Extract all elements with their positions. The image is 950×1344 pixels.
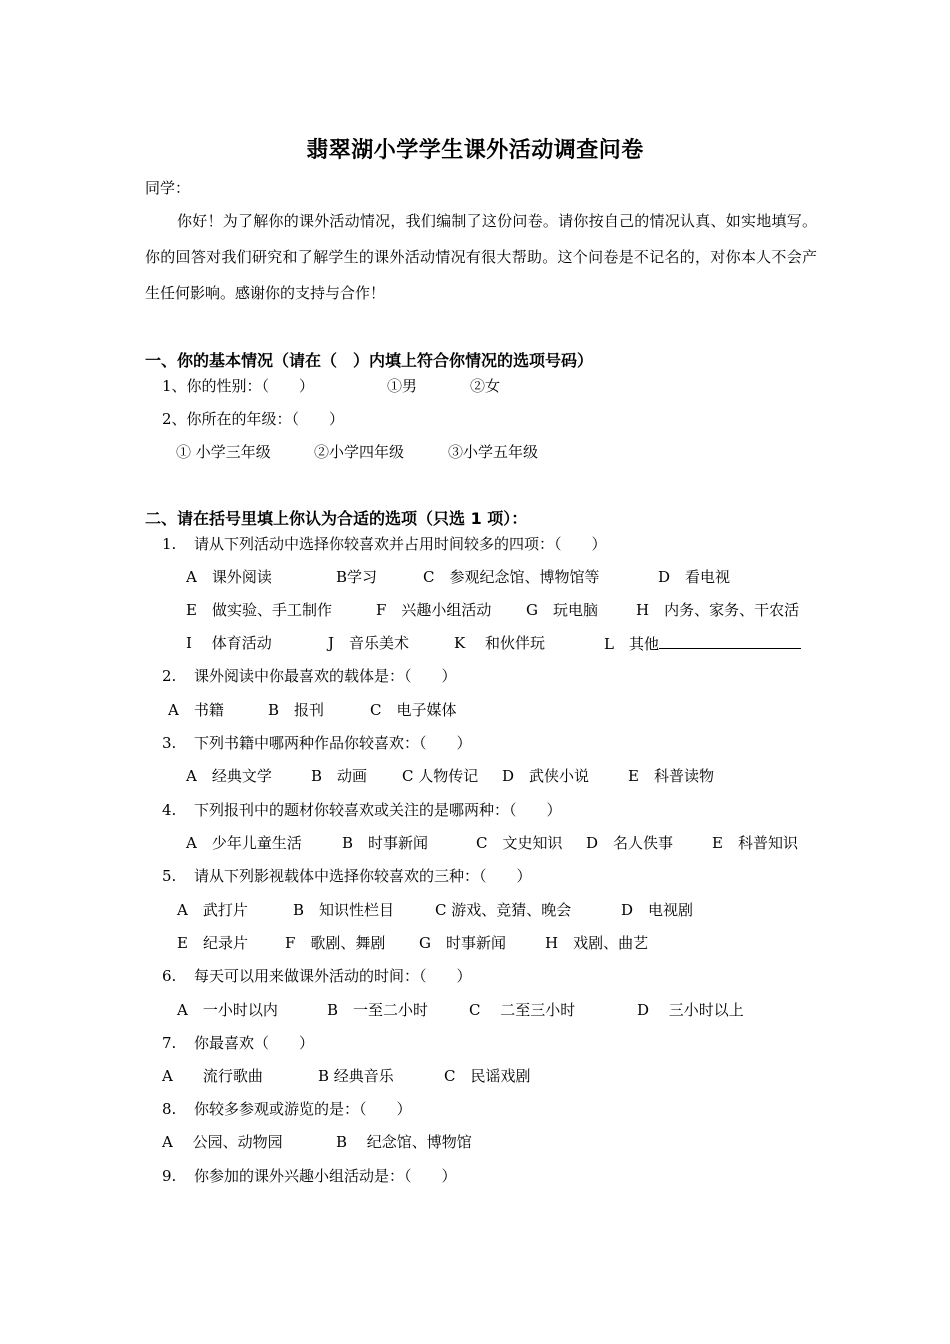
s2-q1-option-l-label: L 其他: [604, 635, 659, 653]
s2-q6: [162, 966, 472, 986]
q1-option-female[interactable]: ②女: [470, 377, 501, 395]
s2-q6-option-b[interactable]: B 一至二小时: [327, 1001, 429, 1019]
s2-q7-option-c[interactable]: C 民谣戏剧: [444, 1067, 531, 1085]
section2-heading: 二、请在括号里填上你认为合适的选项（只选 1 项）：: [145, 509, 528, 528]
s2-q2-option-c[interactable]: C 电子媒体: [370, 701, 457, 719]
s2-q3-stem: 下列书籍中哪两种作品你较喜欢：（ ）: [194, 734, 472, 752]
s2-q6-option-c[interactable]: C 二至三小时: [469, 1001, 576, 1019]
s2-q1-option-c[interactable]: C 参观纪念馆、博物馆等: [423, 568, 600, 586]
s2-q7-option-a[interactable]: A 流行歌曲: [162, 1067, 263, 1085]
q2-option-grade4[interactable]: ②小学四年级: [314, 443, 405, 461]
s2-q3-option-b[interactable]: B 动画: [311, 767, 368, 785]
s2-q7-option-b[interactable]: B 经典音乐: [318, 1067, 394, 1085]
s2-q5-option-e[interactable]: E 纪录片: [177, 934, 248, 952]
s2-q5: [162, 866, 532, 886]
s2-q5-option-c[interactable]: C 游戏、竞猜、晚会: [435, 901, 572, 919]
intro-paragraph: 你好！为了解你的课外活动情况，我们编制了这份问卷。请你按自己的情况认真、如实地填写。你的回答对我们研究和了解学生的课外活动情况有很大帮助。这个问卷是不记名的，对你本人不会产生任何影响。感谢你的支持与合作！: [145, 212, 817, 302]
s2-q5-option-f[interactable]: F 歌剧、舞剧: [285, 934, 386, 952]
other-blank-line[interactable]: [659, 633, 801, 649]
s2-q3-option-e[interactable]: E 科普读物: [628, 767, 714, 785]
s2-q5-option-a[interactable]: A 武打片: [177, 901, 248, 919]
s2-q2-stem: 课外阅读中你最喜欢的载体是：（ ）: [194, 667, 457, 685]
s2-q4: [162, 800, 562, 820]
s2-q8-option-b[interactable]: B 纪念馆、博物馆: [336, 1133, 472, 1151]
s2-q7: [162, 1033, 315, 1053]
s2-q2-option-a[interactable]: A 书籍: [168, 701, 224, 719]
s2-q2-num: 2.: [162, 667, 177, 685]
s2-q1-option-h[interactable]: H 内务、家务、干农活: [636, 601, 800, 619]
s2-q4-num: 4.: [162, 801, 177, 819]
s2-q5-option-b[interactable]: B 知识性栏目: [293, 901, 395, 919]
s2-q1: [162, 534, 607, 554]
q2-grade: 2、你所在的年级：（ ）: [162, 410, 345, 428]
s2-q4-option-e[interactable]: E 科普知识: [712, 834, 798, 852]
s2-q1-option-j[interactable]: J 音乐美术: [328, 634, 410, 652]
s2-q9-stem: 你参加的课外兴趣小组活动是：（ ）: [194, 1167, 457, 1185]
s2-q6-stem: 每天可以用来做课外活动的时间：（ ）: [194, 967, 472, 985]
s2-q8: [162, 1099, 412, 1119]
s2-q1-option-g[interactable]: G 玩电脑: [526, 601, 598, 619]
s2-q8-stem: 你较多参观或游览的是：（ ）: [194, 1100, 412, 1118]
s2-q4-stem: 下列报刊中的题材你较喜欢或关注的是哪两种：（ ）: [194, 801, 562, 819]
q2-option-grade5[interactable]: ③小学五年级: [448, 443, 539, 461]
s2-q8-num: 8.: [162, 1100, 177, 1118]
s2-q8-option-a[interactable]: A 公园、动物园: [162, 1133, 283, 1151]
s2-q6-num: 6.: [162, 967, 177, 985]
s2-q1-stem: 请从下列活动中选择你较喜欢并占用时间较多的四项：（ ）: [194, 535, 607, 553]
s2-q2: [162, 666, 457, 686]
s2-q1-option-b[interactable]: B学习: [336, 568, 378, 586]
s2-q9-num: 9.: [162, 1167, 177, 1185]
s2-q1-num: 1.: [162, 535, 177, 553]
q1-gender: [162, 376, 501, 396]
q2-option-grade3[interactable]: ① 小学三年级: [176, 443, 271, 461]
greeting: 同学：: [145, 179, 191, 197]
section1-heading: 一、你的基本情况（请在（ ）内填上符合你情况的选项号码）: [145, 351, 594, 370]
s2-q1-option-a[interactable]: A 课外阅读: [186, 568, 272, 586]
s2-q1-option-f[interactable]: F 兴趣小组活动: [376, 601, 492, 619]
s2-q1-option-e[interactable]: E 做实验、手工制作: [186, 601, 332, 619]
s2-q4-option-c[interactable]: C 文史知识: [476, 834, 563, 852]
s2-q5-option-d[interactable]: D 电视剧: [621, 901, 694, 919]
s2-q9: [162, 1166, 457, 1186]
s2-q1-option-l[interactable]: [604, 633, 801, 654]
s2-q1-option-d[interactable]: D 看电视: [658, 568, 731, 586]
s2-q5-option-h[interactable]: H 戏剧、曲艺: [545, 934, 649, 952]
s2-q1-option-i[interactable]: I 体育活动: [186, 634, 272, 652]
s2-q3-option-c[interactable]: C 人物传记: [402, 767, 479, 785]
s2-q7-num: 7.: [162, 1034, 177, 1052]
s2-q6-option-d[interactable]: D 三小时以上: [637, 1001, 744, 1019]
s2-q2-option-b[interactable]: B 报刊: [268, 701, 325, 719]
s2-q7-stem: 你最喜欢（ ）: [194, 1034, 315, 1052]
s2-q1-option-k[interactable]: K 和伙伴玩: [454, 634, 545, 652]
s2-q4-option-b[interactable]: B 时事新闻: [342, 834, 429, 852]
q1-stem: 1、你的性别：（ ）: [162, 377, 315, 395]
q1-option-male[interactable]: ①男: [387, 377, 418, 395]
s2-q3-option-a[interactable]: A 经典文学: [186, 767, 272, 785]
s2-q4-option-d[interactable]: D 名人佚事: [586, 834, 674, 852]
page-title: 翡翠湖小学学生课外活动调查问卷: [306, 138, 644, 163]
s2-q5-num: 5.: [162, 867, 177, 885]
s2-q3-option-d[interactable]: D 武侠小说: [502, 767, 590, 785]
s2-q6-option-a[interactable]: A 一小时以内: [177, 1001, 278, 1019]
s2-q3: [162, 733, 472, 753]
s2-q3-num: 3.: [162, 734, 177, 752]
s2-q4-option-a[interactable]: A 少年儿童生活: [186, 834, 302, 852]
s2-q5-stem: 请从下列影视载体中选择你较喜欢的三种：（ ）: [194, 867, 532, 885]
s2-q5-option-g[interactable]: G 时事新闻: [419, 934, 506, 952]
